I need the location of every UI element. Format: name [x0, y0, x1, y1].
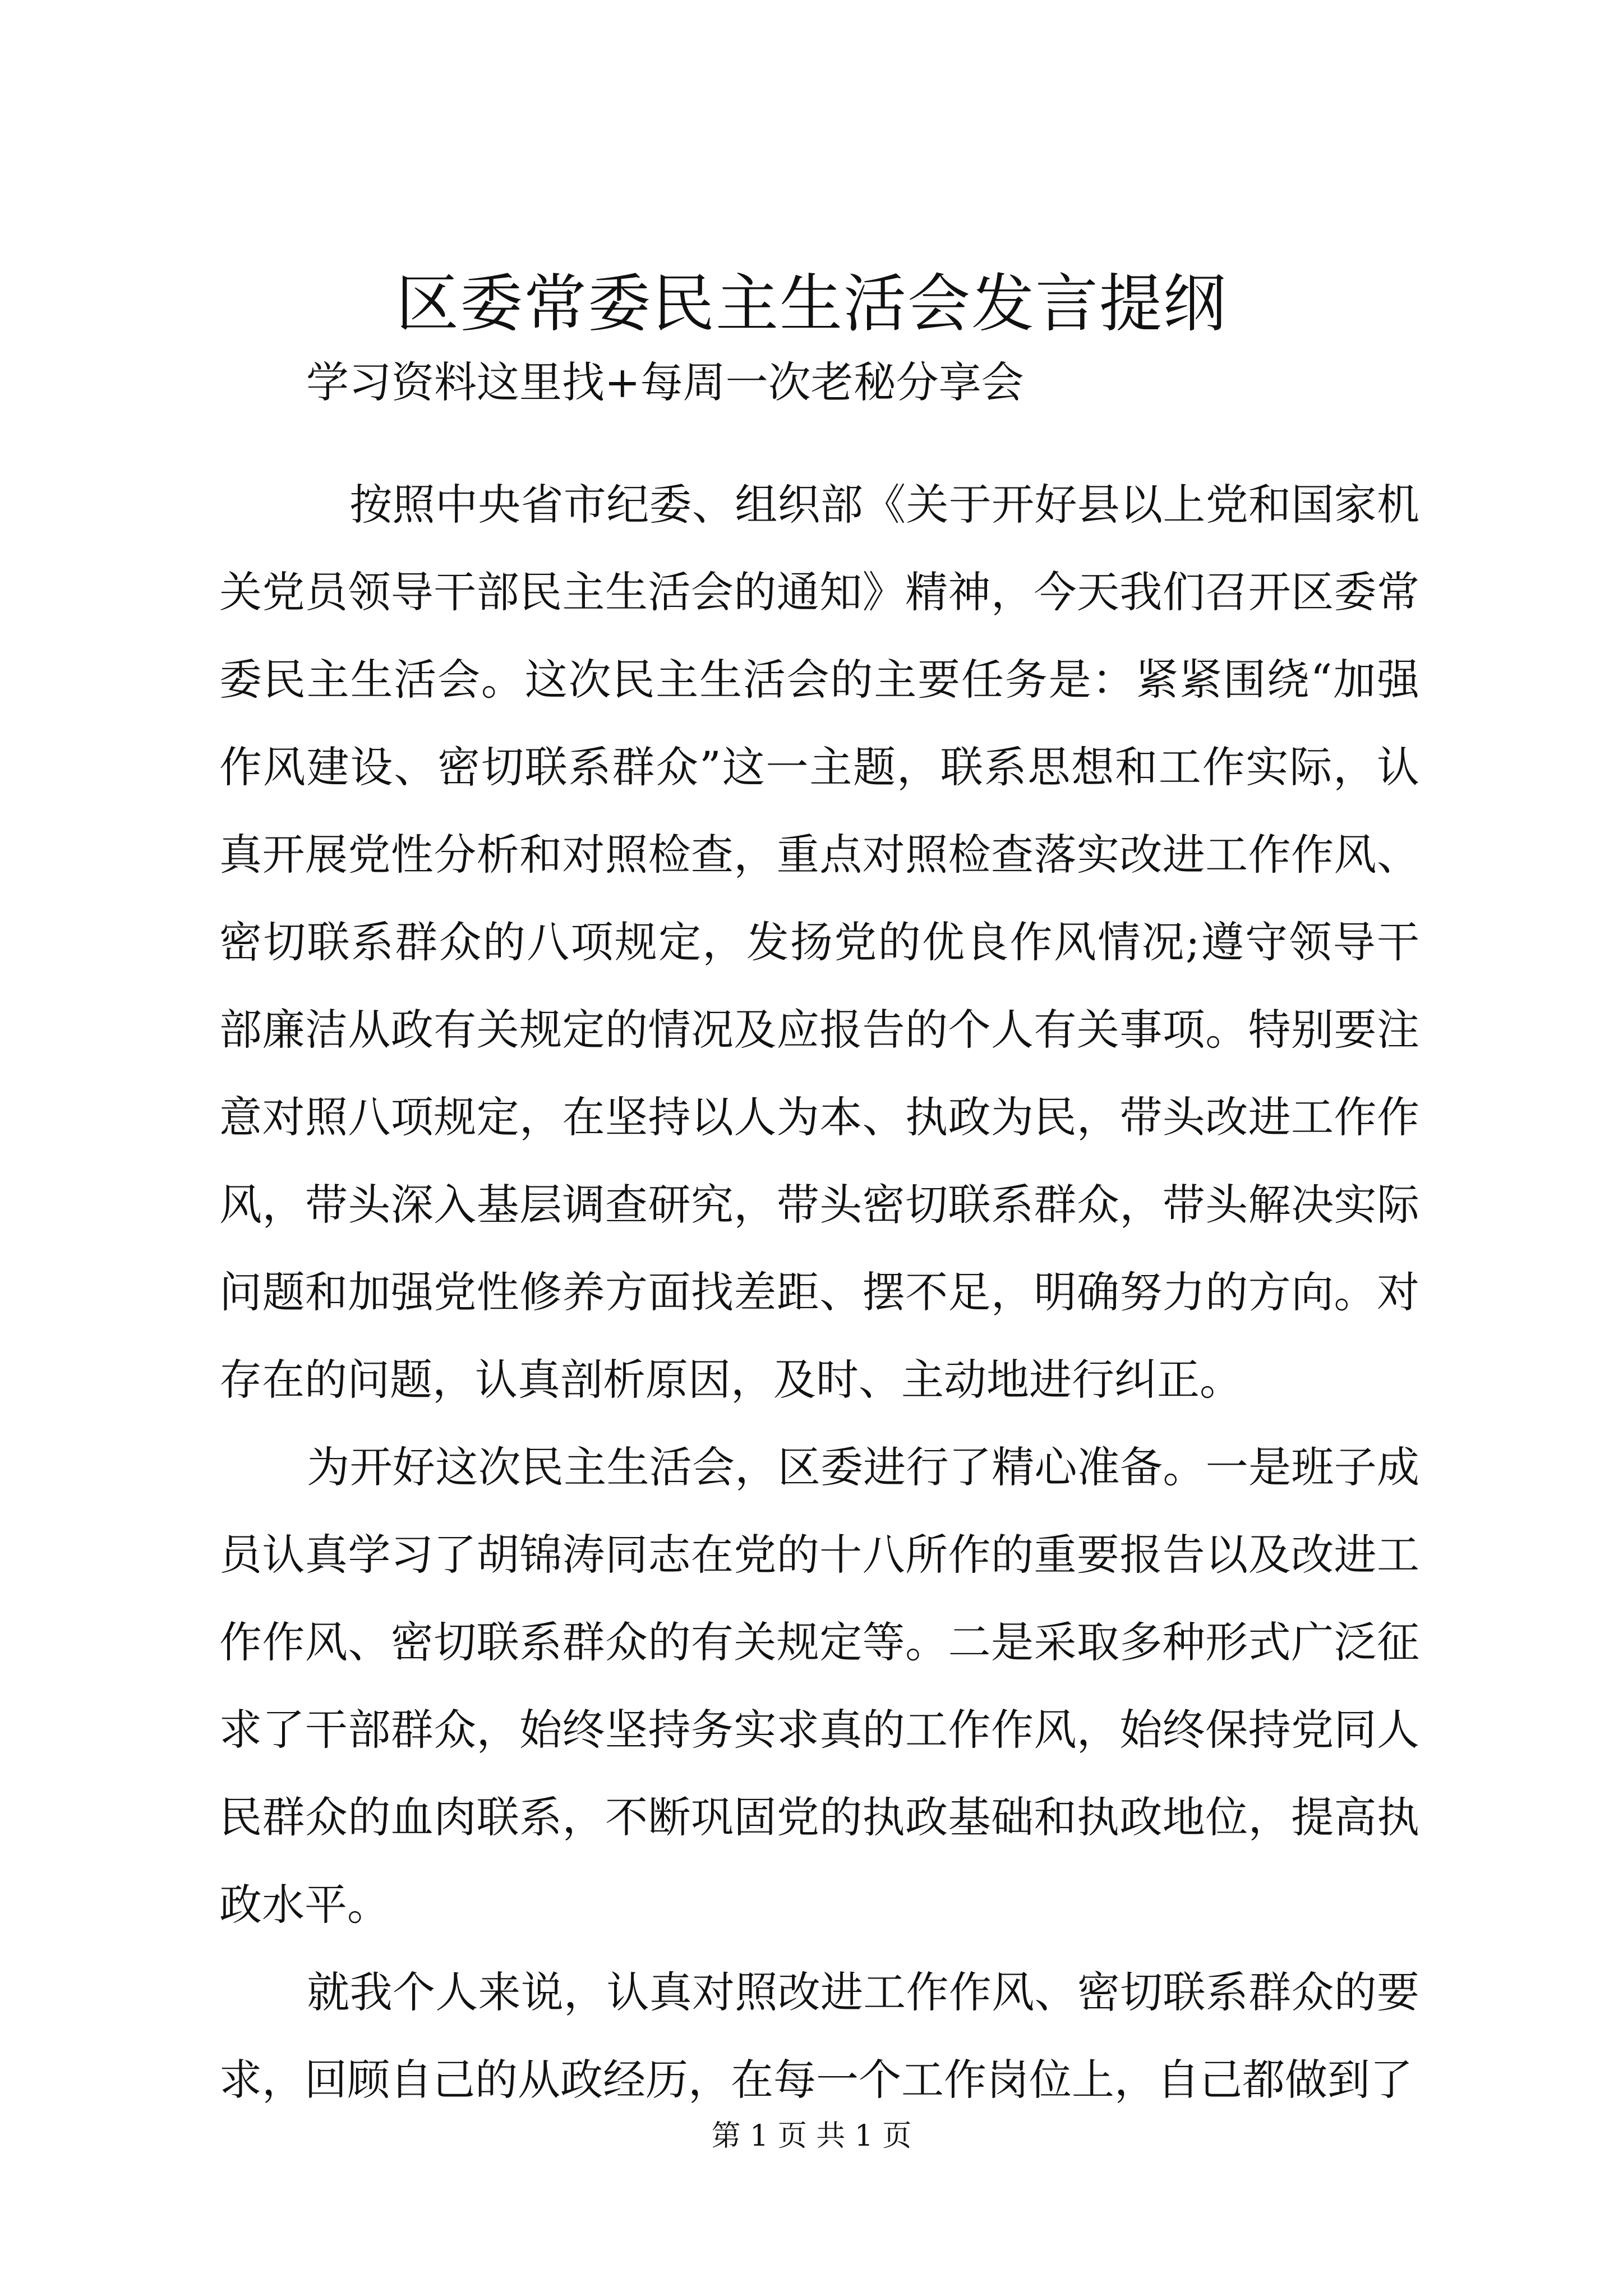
paragraph-1: 按照中央省市纪委、组织部《关于开好县以上党和国家机关党员领导干部民主生活会的通知》精神，今天我们召开区委常委民主生活会。这次民主生活会的主要任务是：紧紧围绕“加强作风建设、密切联系群众”这一主题，联系思想和工作实际，认真开展党性分析和对照检查，重点对照检查落实改进工作作风、密切联系群众的八项规定，发扬党的优良作风情况;遵守领导干部廉洁从政有关规定的情况及应报告的个人有关事项。特别要注意对照八项规定，在坚持以人为本、执政为民，带头改进工作作风，带头深入基层调查研究，带头密切联系群众，带头解决实际问题和加强党性修养方面找差距、摆不足，明确努力的方向。对存在的问题，认真剖析原因，及时、主动地进行纠正。: [219, 480, 1419, 1405]
paragraph-2: 为开好这次民主生活会，区委进行了精心准备。一是班子成员认真学习了胡锦涛同志在党的十八所作的重要报告以及改进工作作风、密切联系群众的有关规定等。二是采取多种形式广泛征求了干部群众，始终坚持务实求真的工作作风，始终保持党同人民群众的血肉联系，不断巩固党的执政基础和执政地位，提高执政水平。: [219, 1442, 1419, 1930]
document-subtitle: 学习资料这里找+每周一次老秘分享会: [306, 357, 1024, 407]
document-title: 区委常委民主生活会发言提纲: [396, 268, 1227, 341]
document-body: [219, 461, 1419, 2124]
paragraph-3: 就我个人来说，认真对照改进工作作风、密切联系群众的要求，回顾自己的从政经历，在每一个工作岗位上，自己都做到了: [219, 1967, 1419, 2105]
page-footer: 第 1 页 共 1 页: [711, 2119, 912, 2153]
